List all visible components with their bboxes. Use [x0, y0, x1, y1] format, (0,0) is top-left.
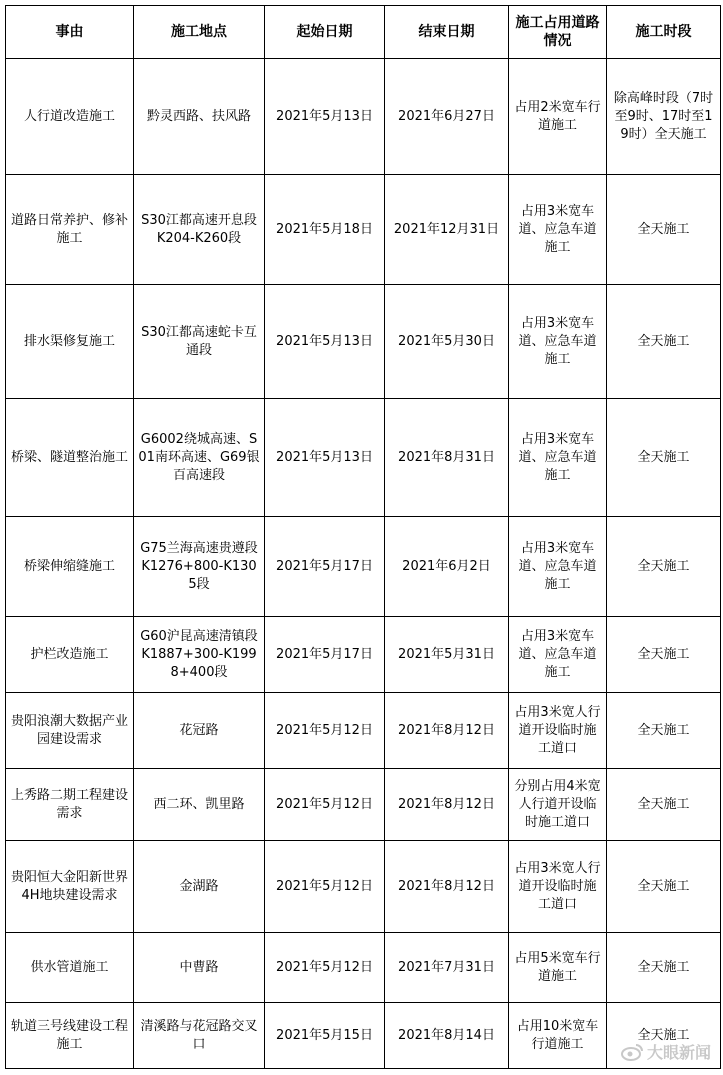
table-cell: 全天施工 [607, 617, 721, 693]
table-cell: 占用5米宽车行道施工 [509, 933, 607, 1003]
table-row [6, 517, 721, 617]
table-cell: 占用3米宽车道、应急车道施工 [509, 617, 607, 693]
table-cell: 占用3米宽车道、应急车道施工 [509, 285, 607, 399]
header-cell: 事由 [6, 6, 134, 59]
table-cell: 2021年8月12日 [385, 769, 509, 841]
table-cell: 2021年5月13日 [265, 285, 385, 399]
header-cell: 施工地点 [134, 6, 265, 59]
table-cell: 2021年5月15日 [265, 1003, 385, 1069]
table-cell: 2021年8月14日 [385, 1003, 509, 1069]
table-cell: 2021年5月17日 [265, 517, 385, 617]
table-cell: 上秀路二期工程建设需求 [6, 769, 134, 841]
table-cell: 2021年5月18日 [265, 175, 385, 285]
table-cell: 2021年5月12日 [265, 769, 385, 841]
table-cell: 2021年5月12日 [265, 693, 385, 769]
table-cell: 全天施工 [607, 841, 721, 933]
table-cell: 全天施工 [607, 517, 721, 617]
table-row [6, 693, 721, 769]
table-cell: 全天施工 [607, 693, 721, 769]
table-row [6, 617, 721, 693]
table-cell: 占用10米宽车行道施工 [509, 1003, 607, 1069]
table-cell: 2021年5月31日 [385, 617, 509, 693]
weibo-watermark [621, 1040, 711, 1063]
table-cell: 占用3米宽车道、应急车道施工 [509, 399, 607, 517]
table-cell: 2021年7月31日 [385, 933, 509, 1003]
table-cell: G75兰海高速贵遵段K1276+800-K1305段 [134, 517, 265, 617]
table-cell: 2021年6月27日 [385, 59, 509, 175]
table-cell: 分别占用4米宽人行道开设临时施工道口 [509, 769, 607, 841]
table-cell: 西二环、凯里路 [134, 769, 265, 841]
table-cell: 全天施工 [607, 769, 721, 841]
table-cell: 中曹路 [134, 933, 265, 1003]
table-row [6, 1003, 721, 1069]
table-cell: 占用3米宽车道、应急车道施工 [509, 175, 607, 285]
weibo-logo-icon [621, 1043, 643, 1061]
table-cell: 2021年8月12日 [385, 841, 509, 933]
table-cell: 2021年5月13日 [265, 59, 385, 175]
table-cell: 2021年12月31日 [385, 175, 509, 285]
table-cell: 全天施工 [607, 285, 721, 399]
table-cell: 占用3米宽车道、应急车道施工 [509, 517, 607, 617]
header-cell: 施工时段 [607, 6, 721, 59]
table-cell: 占用3米宽人行道开设临时施工道口 [509, 693, 607, 769]
construction-table [5, 5, 721, 1069]
table-cell: 黔灵西路、扶风路 [134, 59, 265, 175]
table-row [6, 175, 721, 285]
table-cell: 2021年5月30日 [385, 285, 509, 399]
table-cell: G60沪昆高速清镇段K1887+300-K1998+400段 [134, 617, 265, 693]
table-row [6, 933, 721, 1003]
table-cell: 桥梁伸缩缝施工 [6, 517, 134, 617]
table-cell: 桥梁、隧道整治施工 [6, 399, 134, 517]
table-cell: 清溪路与花冠路交叉口 [134, 1003, 265, 1069]
header-cell: 施工占用道路情况 [509, 6, 607, 59]
table-cell: 2021年8月31日 [385, 399, 509, 517]
header-cell: 起始日期 [265, 6, 385, 59]
header-cell: 结束日期 [385, 6, 509, 59]
table-row [6, 59, 721, 175]
watermark-text: 大眼新闻 [646, 1043, 711, 1062]
table-cell: 2021年5月12日 [265, 841, 385, 933]
table-cell: 轨道三号线建设工程施工 [6, 1003, 134, 1069]
table-cell: 全天施工 [607, 933, 721, 1003]
table-cell: 占用3米宽人行道开设临时施工道口 [509, 841, 607, 933]
table-cell: 2021年6月2日 [385, 517, 509, 617]
table-cell: 护栏改造施工 [6, 617, 134, 693]
table-cell: G6002绕城高速、S01南环高速、G69银百高速段 [134, 399, 265, 517]
table-row [6, 285, 721, 399]
table-cell: 金湖路 [134, 841, 265, 933]
table-cell: S30江都高速蛇卡互通段 [134, 285, 265, 399]
table-cell: 人行道改造施工 [6, 59, 134, 175]
table-cell: 2021年5月17日 [265, 617, 385, 693]
table-row [6, 769, 721, 841]
table-cell: S30江都高速开息段K204-K260段 [134, 175, 265, 285]
table-row [6, 841, 721, 933]
header-row [6, 6, 721, 59]
table-cell: 贵阳浪潮大数据产业园建设需求 [6, 693, 134, 769]
table-cell: 排水渠修复施工 [6, 285, 134, 399]
table-cell: 供水管道施工 [6, 933, 134, 1003]
table-cell: 花冠路 [134, 693, 265, 769]
table-cell: 道路日常养护、修补施工 [6, 175, 134, 285]
table-cell: 贵阳恒大金阳新世界4H地块建设需求 [6, 841, 134, 933]
table-cell: 除高峰时段（7时至9时、17时至19时）全天施工 [607, 59, 721, 175]
table-cell: 2021年5月13日 [265, 399, 385, 517]
table-cell: 2021年8月12日 [385, 693, 509, 769]
table-cell: 全天施工 [607, 399, 721, 517]
table-cell: 2021年5月12日 [265, 933, 385, 1003]
table-cell: 全天施工 [607, 175, 721, 285]
table-row [6, 399, 721, 517]
table-cell: 占用2米宽车行道施工 [509, 59, 607, 175]
table-cell: 全天施工 [607, 1003, 721, 1069]
